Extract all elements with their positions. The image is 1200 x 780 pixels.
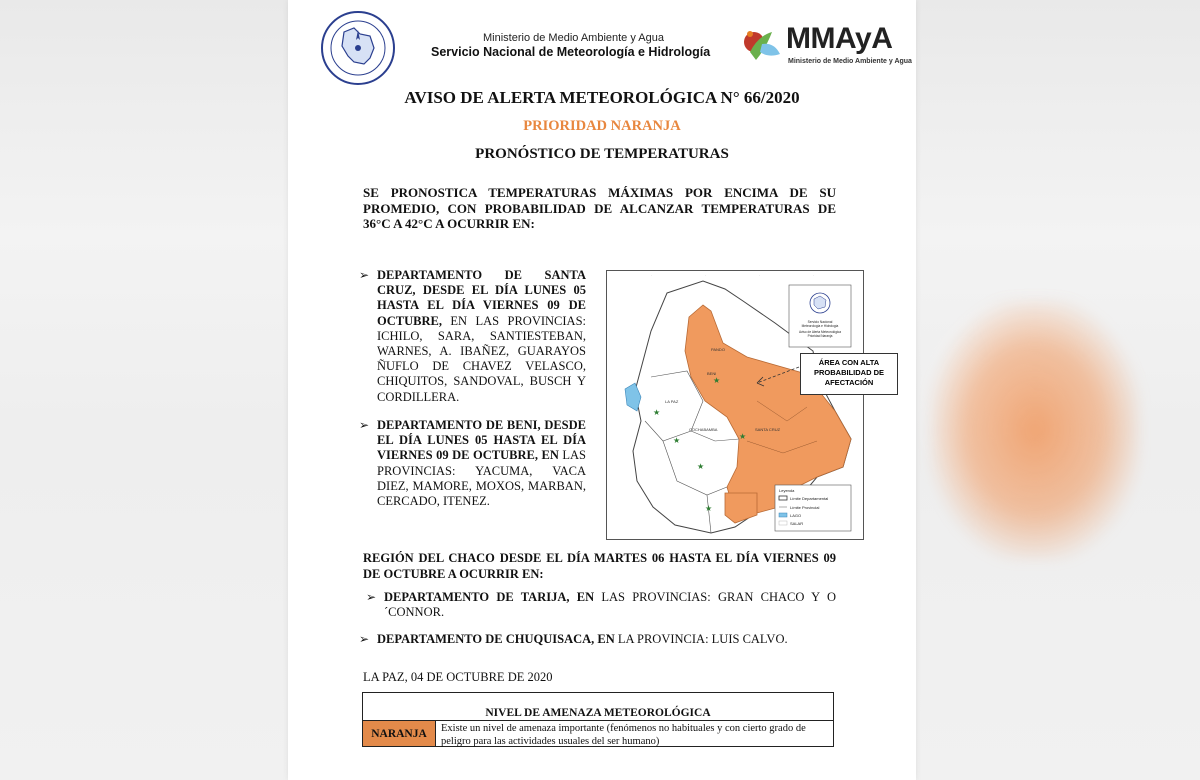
arrow-bullet-icon: ➢: [366, 590, 377, 604]
inset-line: Prioridad Naranja: [807, 334, 833, 338]
bullet-bold-text: DEPARTAMENTO DE TARIJA, EN: [384, 590, 595, 604]
legend-title: Leyenda: [779, 488, 795, 493]
bullet-tarija: [366, 590, 836, 620]
legend-item: LAGO: [790, 513, 802, 518]
ministry-name: Ministerio de Medio Ambiente y Agua: [483, 32, 664, 44]
bullet-beni: [359, 418, 586, 509]
senamhi-seal-icon: [320, 10, 396, 86]
inset-line: Aviso de Alerta Meteorológica: [798, 330, 842, 334]
map-label: BENI: [707, 371, 717, 376]
arrow-bullet-icon: ➢: [359, 418, 370, 432]
forecast-subtitle: PRONÓSTICO DE TEMPERATURAS: [475, 146, 729, 162]
threat-level-table: [362, 692, 834, 747]
legend-item: SALAR: [790, 521, 804, 526]
bullet-text: LA PROVINCIA: LUIS CALVO.: [614, 632, 788, 646]
map-callout: ÁREA CON ALTA PROBABILIDAD DE AFECTACIÓN: [800, 353, 898, 395]
threat-description: Existe un nivel de amenaza importante (fenómenos no habituales y con cierto grado de peligro para las actividades usuales del ser humano): [441, 723, 806, 747]
svg-text:★: ★: [705, 504, 713, 513]
map-label: COCHABAMBA: [689, 427, 718, 432]
svg-text:★: ★: [653, 408, 661, 417]
arrow-bullet-icon: ➢: [359, 632, 370, 646]
bullet-text: EN LAS PROVINCIAS: ICHILO, SARA, SANTIESTEBAN, WARNES, A. IBAÑEZ, GUARAYOS ÑUFLO DE CHAVEZ VELASCO, CHIQUITOS, SANDOVAL, BUSCH Y CORDILLERA.: [377, 313, 586, 404]
bullet-chuquisaca: [359, 632, 836, 647]
threat-level-cell: NARANJA: [363, 721, 436, 746]
legend-item: Límite Departamental: [790, 496, 829, 501]
bullet-text: LAS PROVINCIAS: YACUMA, VACA DIEZ, MAMORE, MOXOS, MARBAN, CERCADO, ITENEZ.: [377, 448, 586, 509]
mmaya-logo-icon: [738, 22, 786, 70]
legend-item: Límite Provincial: [790, 505, 820, 510]
map-label: SANTA CRUZ: [755, 427, 781, 432]
bullet-bold-text: DEPARTAMENTO DE CHUQUISACA, EN: [377, 632, 615, 646]
blurred-orange-echo: [930, 300, 1140, 560]
bullet-bold-text: DEPARTAMENTO DE BENI, DESDE EL DÍA LUNES 05 HASTA EL DÍA VIERNES 09 DE OCTUBRE, EN: [377, 418, 586, 463]
svg-text:·: ·: [813, 274, 814, 278]
alert-map: [606, 270, 864, 540]
map-label: LA PAZ: [665, 399, 679, 404]
svg-text:·: ·: [705, 274, 706, 278]
priority-level: PRIORIDAD NARANJA: [523, 118, 681, 134]
svg-text:★: ★: [697, 462, 705, 471]
threat-table-header: NIVEL DE AMENAZA METEOROLÓGICA: [485, 707, 711, 719]
svg-text:★: ★: [739, 432, 747, 441]
svg-text:·: ·: [759, 274, 760, 278]
svg-text:★: ★: [673, 436, 681, 445]
svg-text:★: ★: [713, 376, 721, 385]
alert-title: AVISO DE ALERTA METEOROLÓGICA N° 66/2020: [404, 88, 800, 107]
bullet-santa-cruz: [359, 268, 586, 405]
service-name: Servicio Nacional de Meteorología e Hidrología: [431, 45, 711, 59]
bolivia-map: [607, 271, 863, 539]
map-label: PANDO: [711, 347, 725, 352]
inset-line: Servicio Nacional: [807, 320, 833, 324]
mmaya-brand: MMAyA: [786, 22, 893, 55]
intro-paragraph: SE PRONOSTICA TEMPERATURAS MÁXIMAS POR ENCIMA DE SU PROMEDIO, CON PROBABILIDAD DE ALCANZAR TEMPERATURAS DE 36°C A 42°C A OCURRIR EN:: [363, 185, 836, 231]
mmaya-subtitle: Ministerio de Medio Ambiente y Agua: [788, 58, 912, 65]
svg-text:·: ·: [651, 274, 652, 278]
threat-table-row: [363, 720, 833, 746]
bullet-bold-text: DEPARTAMENTO DE SANTA CRUZ, DESDE EL DÍA LUNES 05 HASTA EL DÍA VIERNES 09 DE OCTUBRE,: [377, 268, 586, 328]
alert-document: [288, 0, 916, 780]
issue-date: LA PAZ, 04 DE OCTUBRE DE 2020: [363, 670, 553, 684]
bullet-text: LAS PROVINCIAS: GRAN CHACO Y O´CONNOR.: [384, 590, 836, 620]
inset-line: Meteorología e Hidrología: [801, 324, 839, 328]
blurred-background-left: [0, 0, 290, 780]
arrow-bullet-icon: ➢: [359, 268, 370, 282]
chaco-heading: REGIÓN DEL CHACO DESDE EL DÍA MARTES 06 HASTA EL DÍA VIERNES 09 DE OCTUBRE A OCURRIR EN:: [363, 551, 836, 581]
